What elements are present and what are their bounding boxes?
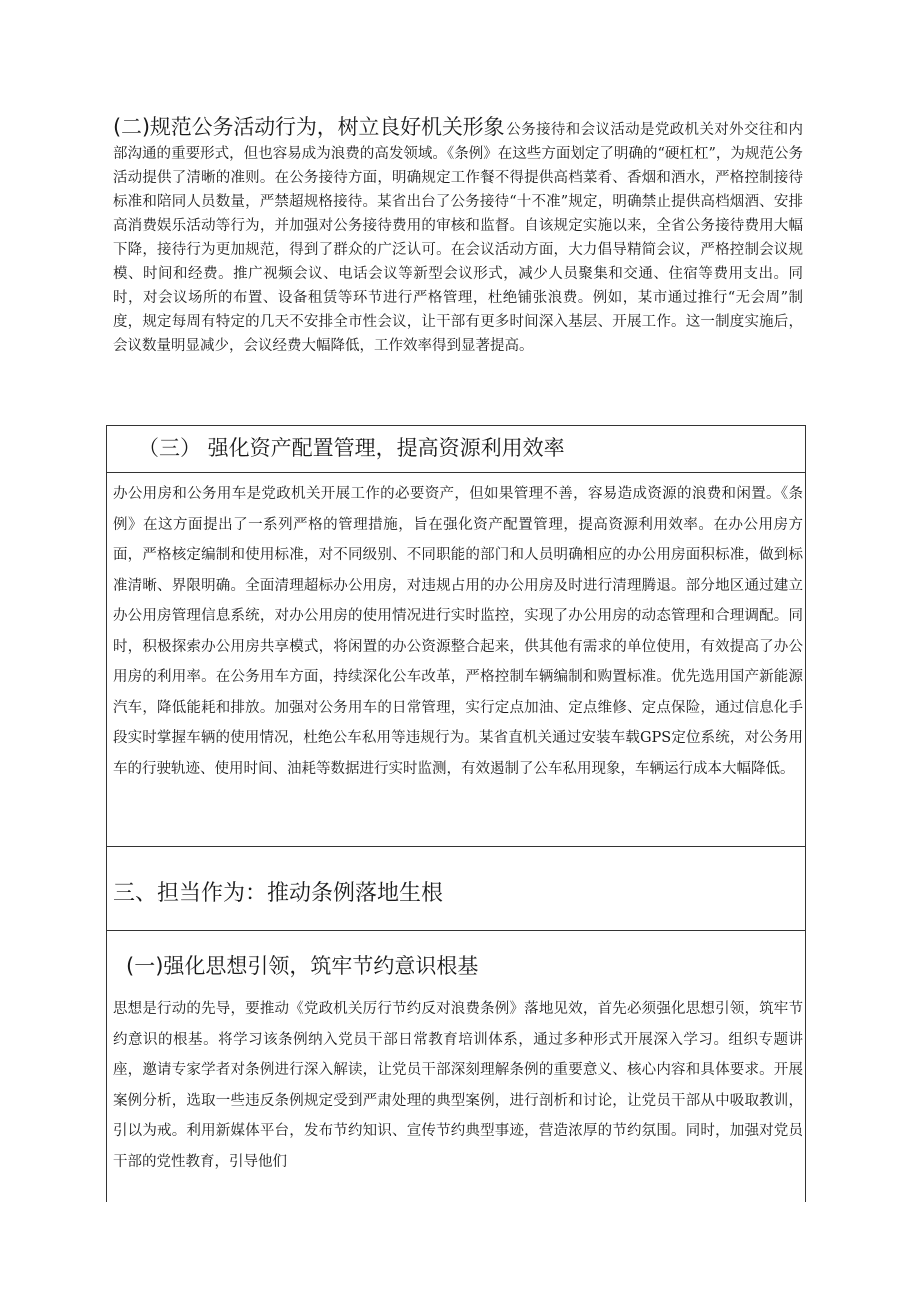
section-2-heading: (二)规范公务活动行为，树立良好机关形象 — [113, 115, 505, 139]
part-3-heading: 三、担当作为：推动条例落地生根 — [113, 881, 444, 906]
section-2-paragraph — [113, 115, 803, 358]
section-3-heading: （三） 强化资产配置管理，提高资源利用效率 — [138, 436, 565, 460]
section-3-body: 办公用房和公务用车是党政机关开展工作的必要资产，但如果管理不善，容易造成资源的浪费和闲置。《条例》在这方面提出了一系列严格的管理措施，旨在强化资产配置管理，提高资源利用效率。在办公用房方面，严格核定编制和使用标准，对不同级别、不同职能的部门和人员明确相应的办公用房面积标准，做到标准清晰、界限明确。全面清理超标办公用房，对违规占用的办公用房及时进行清理腾退。部分地区通过建立办公用房管理信息系统，对办公用房的使用情况进行实时监控，实现了办公用房的动态管理和合理调配。同时，积极探索办公用房共享模式，将闲置的办公资源整合起来，供其他有需求的单位使用，有效提高了办公用房的利用率。在公务用车方面，持续深化公车改革，严格控制车辆编制和购置标准。优先选用国产新能源汽车，降低能耗和排放。加强对公务用车的日常管理，实行定点加油、定点维修、定点保险，通过信息化手段实时掌握车辆的使用情况，杜绝公车私用等违规行为。某省直机关通过安装车载GPS定位系统，对公务用车的行驶轨迹、使用时间、油耗等数据进行实时监测，有效遏制了公车私用现象，车辆运行成本大幅降低。 — [113, 486, 803, 777]
table-divider — [107, 472, 805, 473]
section-2-body: 公务接待和会议活动是党政机关对外交往和内部沟通的重要形式，但也容易成为浪费的高发领域。《条例》在这些方面划定了明确的“硬杠杠”，为规范公务活动提供了清晰的准则。在公务接待方面，明确规定工作餐不得提供高档菜肴、香烟和酒水，严格控制接待标准和陪同人员数量，严禁超规格接待。某省出台了公务接待“十不准”规定，明确禁止提供高档烟酒、安排高消费娱乐活动等行为，并加强对公务接待费用的审核和监督。自该规定实施以来，全省公务接待费用大幅下降，接待行为更加规范，得到了群众的广泛认可。在会议活动方面，大力倡导精简会议，严格控制会议规模、时间和经费。推广视频会议、电话会议等新型会议形式，减少人员聚集和交通、住宿等费用支出。同时，对会议场所的布置、设备租赁等环节进行严格管理，杜绝铺张浪费。例如，某市通过推行“无会周”制度，规定每周有特定的几天不安排全市性会议，让干部有更多时间深入基层、开展工作。这一制度实施后，会议数量明显减少，会议经费大幅降低，工作效率得到显著提高。 — [113, 122, 804, 354]
part-3-sub-heading: (一)强化思想引领，筑牢节约意识根基 — [126, 954, 479, 978]
table-divider — [107, 930, 805, 931]
part-3-body: 思想是行动的先导，要推动《党政机关厉行节约反对浪费条例》落地见效，首先必须强化思想引领，筑牢节约意识的根基。将学习该条例纳入党员干部日常教育培训体系，通过多种形式开展深入学习。组织专题讲座，邀请专家学者对条例进行深入解读，让党员干部深刻理解条例的重要意义、核心内容和具体要求。开展案例分析，选取一些违反条例规定受到严肃处理的典型案例，进行剖析和讨论，让党员干部从中吸取教训，引以为戒。利用新媒体平台，发布节约知识、宣传节约典型事迹，营造浓厚的节约氛围。同时，加强对党员干部的党性教育，引导他们 — [113, 1001, 803, 1170]
table-divider — [107, 846, 805, 847]
